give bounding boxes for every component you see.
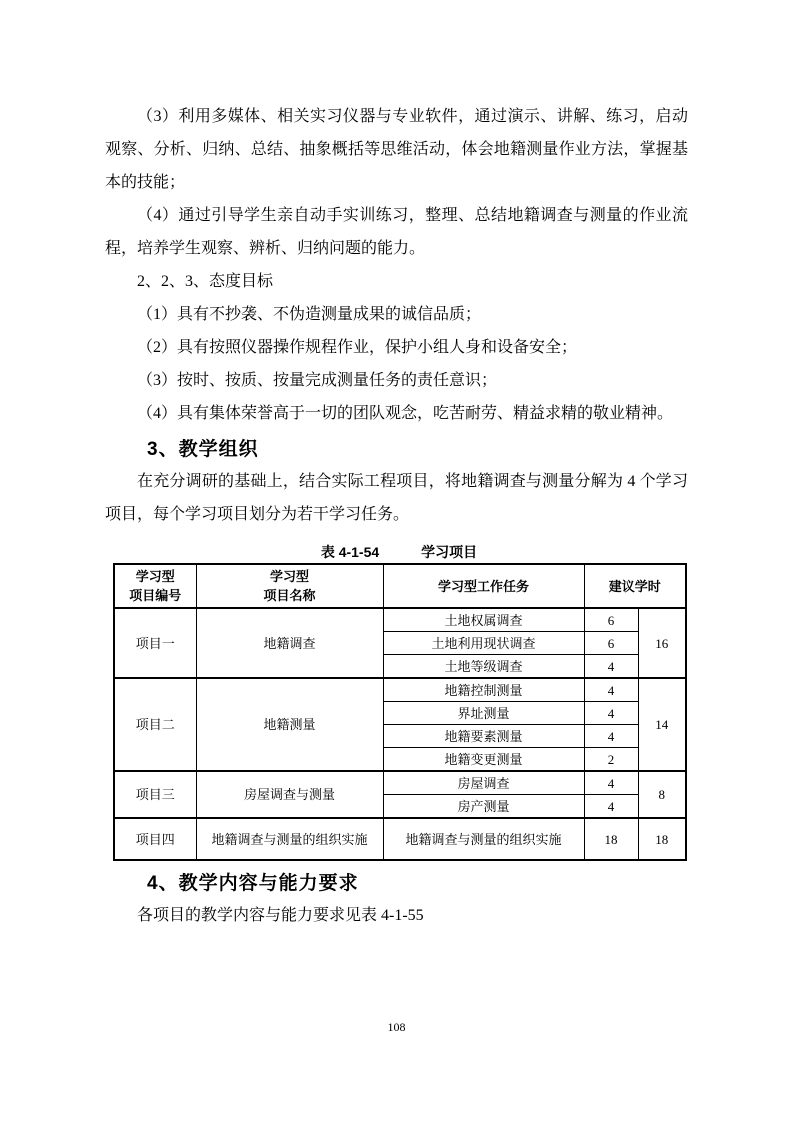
hours-cell: 2 <box>584 748 638 772</box>
project-name-cell: 地籍调查 <box>196 608 383 678</box>
hours-cell: 4 <box>584 795 638 819</box>
attitude-goal-subheading: 2、2、3、态度目标 <box>137 273 274 290</box>
hours-cell: 6 <box>584 632 638 655</box>
page-number: 108 <box>387 1020 406 1034</box>
task-cell: 地籍变更测量 <box>383 748 584 772</box>
task-cell: 土地权属调查 <box>383 608 584 632</box>
hours-cell: 4 <box>584 678 638 702</box>
section-heading-teaching-organization: 3、教学组织 <box>147 439 259 460</box>
header-work-task: 学习型工作任务 <box>383 564 584 608</box>
project-name-cell: 地籍测量 <box>196 678 383 771</box>
task-cell: 地籍调查与测量的组织实施 <box>383 818 584 860</box>
table-row <box>114 678 686 702</box>
task-cell: 地籍要素测量 <box>383 725 584 748</box>
attitude-item-3: （3）按时、按质、按量完成测量任务的责任意识； <box>137 372 498 389</box>
header-project-code: 学习型 项目编号 <box>114 564 196 608</box>
header-suggested-hours: 建议学时 <box>584 564 686 608</box>
task-cell: 房产测量 <box>383 795 584 819</box>
project-code-cell: 项目一 <box>114 608 196 678</box>
paragraph-objective-3: （3）利用多媒体、相关实习仪器与专业软件，通过演示、讲解、练习，启动观察、分析、归纳、总结、抽象概括等思维活动，体会地籍测量作业方法，掌握基本的技能； <box>105 108 688 191</box>
task-cell: 界址测量 <box>383 702 584 725</box>
project-name-cell: 地籍调查与测量的组织实施 <box>196 818 383 860</box>
attitude-item-4: （4）具有集体荣誉高于一切的团队观念，吃苦耐劳、精益求精的敬业精神。 <box>137 405 674 422</box>
table-caption <box>113 542 685 562</box>
table-row <box>114 608 686 632</box>
total-hours-cell: 16 <box>638 608 686 678</box>
total-hours-cell: 18 <box>638 818 686 860</box>
hours-cell: 4 <box>584 702 638 725</box>
section-heading-teaching-content: 4、教学内容与能力要求 <box>147 873 359 894</box>
attitude-item-2: （2）具有按照仪器操作规程作业，保护小组人身和设备安全； <box>137 339 578 356</box>
project-name-cell: 房屋调查与测量 <box>196 771 383 818</box>
hours-cell: 4 <box>584 771 638 795</box>
task-cell: 土地利用现状调查 <box>383 632 584 655</box>
table-caption-title: 学习项目 <box>421 544 478 560</box>
task-cell: 土地等级调查 <box>383 655 584 679</box>
hours-cell: 4 <box>584 725 638 748</box>
table-header-row <box>114 564 686 608</box>
learning-projects-table <box>113 563 687 861</box>
section4-body: 各项目的教学内容与能力要求见表 4-1-55 <box>137 907 424 924</box>
total-hours-cell: 14 <box>638 678 686 771</box>
task-cell: 地籍控制测量 <box>383 678 584 702</box>
project-code-cell: 项目三 <box>114 771 196 818</box>
project-code-cell: 项目二 <box>114 678 196 771</box>
hours-cell: 4 <box>584 655 638 679</box>
hours-cell: 18 <box>584 818 638 860</box>
total-hours-cell: 8 <box>638 771 686 818</box>
section3-body: 在充分调研的基础上，结合实际工程项目，将地籍调查与测量分解为 4 个学习项目，每个学习项目划分为若干学习任务。 <box>105 473 688 523</box>
task-cell: 房屋调查 <box>383 771 584 795</box>
project-code-cell: 项目四 <box>114 818 196 860</box>
table-caption-label: 表 4-1-54 <box>320 544 380 560</box>
attitude-item-1: （1）具有不抄袭、不伪造测量成果的诚信品质； <box>137 306 482 323</box>
hours-cell: 6 <box>584 608 638 632</box>
paragraph-objective-4: （4）通过引导学生亲自动手实训练习，整理、总结地籍调查与测量的作业流程，培养学生观察、辨析、归纳问题的能力。 <box>105 207 688 257</box>
table-row <box>114 771 686 795</box>
header-project-name: 学习型 项目名称 <box>196 564 383 608</box>
table-row <box>114 818 686 860</box>
